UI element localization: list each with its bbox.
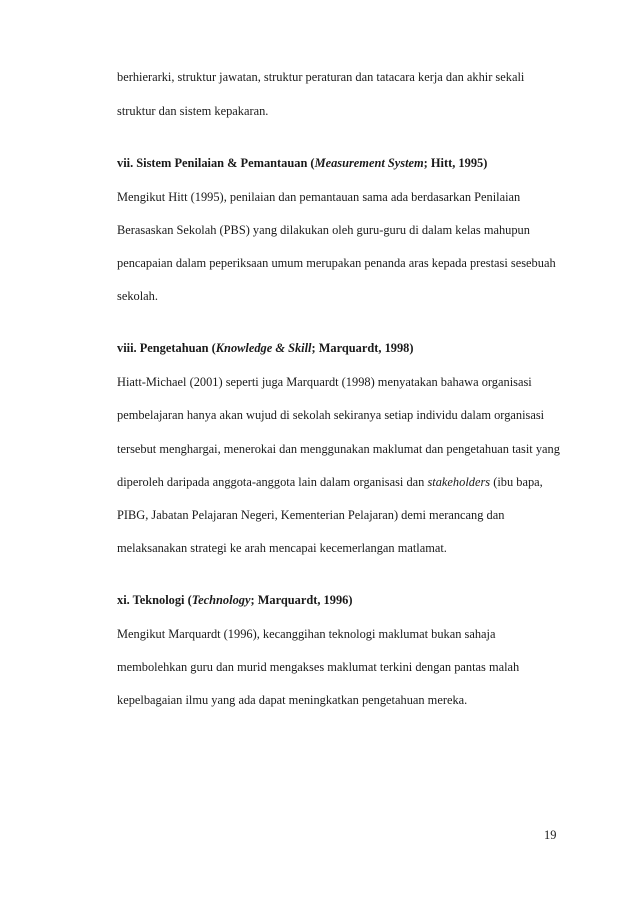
intro-line-1: berhierarki, struktur jawatan, struktur peraturan dan tatacara kerja dan akhir sekali	[117, 70, 525, 84]
section-xi-line-1: Mengikut Marquardt (1996), kecanggihan teknologi maklumat bukan sahaja	[117, 627, 496, 641]
heading-text: xi. Teknologi (	[117, 593, 192, 607]
heading-italic-text: Knowledge & Skill	[215, 341, 312, 355]
body-text: (ibu bapa,	[490, 475, 543, 489]
italic-term: stakeholders	[427, 475, 491, 489]
section-xi-line-3: kepelbagaian ilmu yang ada dapat meningkatkan pengetahuan mereka.	[117, 693, 468, 707]
heading-text: viii. Pengetahuan (	[117, 341, 216, 355]
heading-text: ; Marquardt, 1996)	[250, 593, 353, 607]
section-viii-line-5: PIBG, Jabatan Pelajaran Negeri, Kementerian Pelajaran) demi merancang dan	[117, 508, 505, 522]
section-vii-line-1: Mengikut Hitt (1995), penilaian dan pemantauan sama ada berdasarkan Penilaian	[117, 190, 521, 204]
heading-text: vii. Sistem Penilaian & Pemantauan (	[117, 156, 315, 170]
body-text: diperoleh daripada anggota-anggota lain dalam organisasi dan	[117, 475, 428, 489]
intro-line-2: struktur dan sistem kepakaran.	[117, 104, 269, 118]
heading-text: ; Hitt, 1995)	[423, 156, 488, 170]
section-vii-line-4: sekolah.	[117, 289, 158, 303]
section-vii-heading	[117, 155, 487, 171]
section-vii-line-2: Berasaskan Sekolah (PBS) yang dilakukan oleh guru-guru di dalam kelas mahupun	[117, 223, 530, 237]
section-viii-line-6: melaksanakan strategi ke arah mencapai kecemerlangan matlamat.	[117, 541, 447, 555]
section-xi-line-2: membolehkan guru dan murid mengakses maklumat terkini dengan pantas malah	[117, 660, 520, 674]
section-viii-line-2: pembelajaran hanya akan wujud di sekolah sekiranya setiap individu dalam organisasi	[117, 408, 545, 422]
page-number: 19	[544, 828, 557, 842]
section-viii-line-1: Hiatt-Michael (2001) seperti juga Marquardt (1998) menyatakan bahawa organisasi	[117, 375, 532, 389]
section-xi-heading	[117, 592, 352, 608]
section-viii-line-4	[117, 474, 543, 490]
heading-italic-text: Measurement System	[314, 156, 424, 170]
heading-italic-text: Technology	[191, 593, 251, 607]
section-viii-line-3: tersebut menghargai, menerokai dan menggunakan maklumat dan pengetahuan tasit yang	[117, 442, 560, 456]
section-vii-line-3: pencapaian dalam peperiksaan umum merupakan penanda aras kepada prestasi sesebuah	[117, 256, 556, 270]
heading-text: ; Marquardt, 1998)	[311, 341, 414, 355]
section-viii-heading	[117, 340, 414, 356]
